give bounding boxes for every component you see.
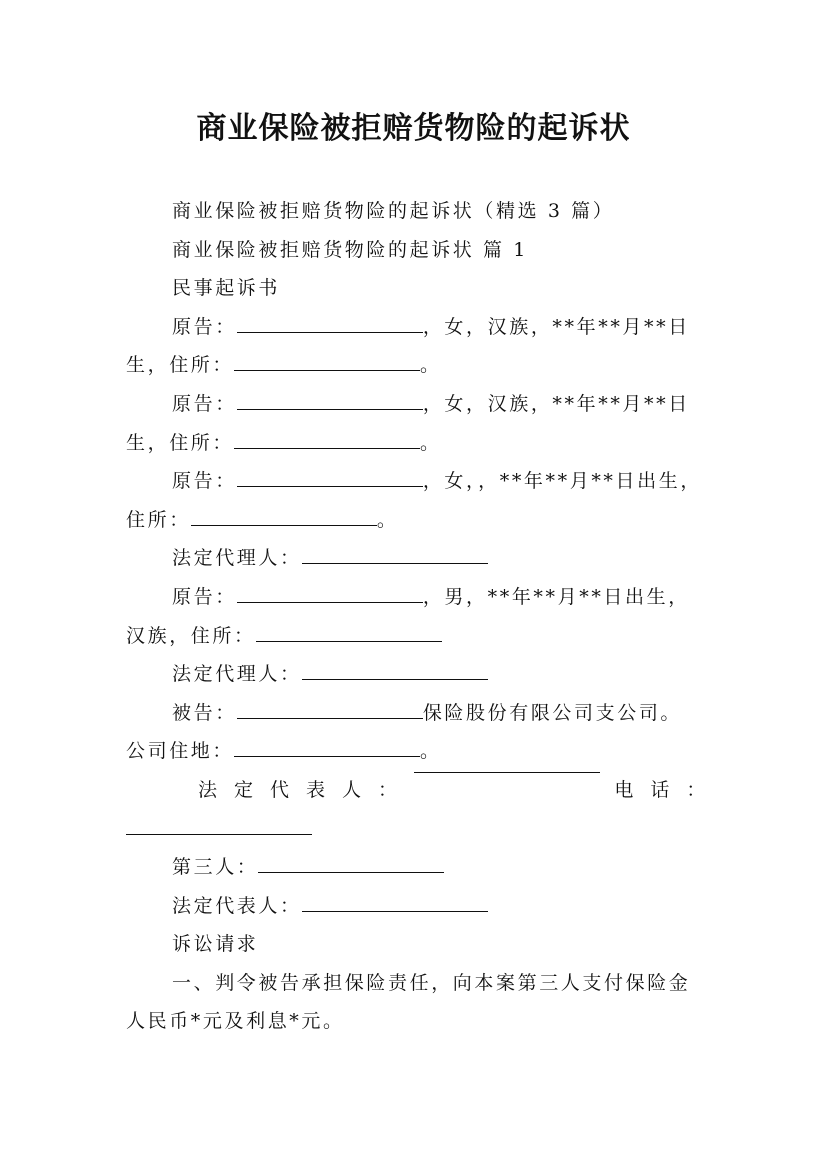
paragraph-legal-rep-phone: [126, 771, 708, 848]
plaintiff-1-details: ，女，汉族，**年**月**日: [422, 315, 690, 338]
plaintiff-2-label: 原告：: [172, 392, 237, 415]
claim-1-line1: 一、判令被告承担保险责任，向本案第三人支付保险金: [172, 971, 691, 994]
plaintiff-2-address-label: 生，住所：: [126, 431, 235, 454]
claim-1-line2: 人民币*元及利息*元。: [126, 1010, 345, 1033]
paragraph-plaintiff-2: [126, 385, 708, 462]
plaintiff-4-address-label: 汉族，住所：: [126, 624, 256, 647]
paragraph-claims-heading: 诉讼请求: [172, 933, 259, 956]
blank-line: [126, 833, 312, 835]
period: 。: [420, 431, 442, 454]
plaintiff-4-details: ，男，**年**月**日出生，: [422, 585, 690, 608]
blank-line: [237, 485, 423, 487]
legal-rep-char: ：: [378, 778, 400, 801]
blank-line: [302, 562, 488, 564]
company-address-label: 公司住地：: [126, 740, 235, 763]
defendant-label: 被告：: [172, 701, 237, 724]
phone-char: 电: [614, 778, 636, 801]
legal-agent-1-label: 法定代理人：: [172, 547, 302, 570]
plaintiff-2-line2: [126, 424, 708, 463]
period: 。: [420, 740, 442, 763]
blank-line: [302, 678, 488, 680]
legal-rep-char: 人: [342, 778, 364, 801]
period: 。: [376, 508, 399, 531]
blank-line: [234, 755, 420, 757]
phone-char: ：: [686, 778, 708, 801]
period: 。: [420, 354, 442, 377]
paragraph-legal-rep: [126, 887, 708, 926]
paragraph-intro: 商业保险被拒赔货物险的起诉状（精选 3 篇）: [172, 200, 615, 222]
defendant-line2: [126, 732, 708, 771]
plaintiff-3-details: ，女，，**年**月**日出生，: [422, 470, 702, 493]
blank-line: [191, 524, 377, 526]
blank-line: [234, 447, 420, 449]
legal-rep-char: 定: [234, 778, 256, 801]
legal-rep-label: 法定代表人：: [172, 894, 302, 917]
plaintiff-2-details: ，女，汉族，**年**月**日: [422, 392, 690, 415]
plaintiff-4-label: 原告：: [172, 585, 237, 608]
paragraph-defendant: [126, 694, 708, 771]
plaintiff-3-line2: [126, 501, 708, 540]
blank-line: [258, 871, 444, 873]
paragraph-plaintiff-1: [126, 308, 708, 385]
blank-line: [237, 717, 423, 719]
paragraph-plaintiff-3: [126, 462, 708, 539]
paragraph-section-title: 商业保险被拒赔货物险的起诉状 篇 1: [172, 238, 528, 261]
paragraph-legal-agent-2: [126, 655, 708, 694]
paragraph-doc-type: 民事起诉书: [172, 277, 281, 300]
legal-rep-char: 法: [198, 778, 220, 801]
paragraph-plaintiff-4: [126, 578, 708, 655]
blank-line: [414, 771, 600, 773]
legal-agent-2-label: 法定代理人：: [172, 663, 302, 686]
blank-line: [256, 640, 442, 642]
blank-line: [234, 369, 420, 371]
legal-rep-char: 代: [270, 778, 292, 801]
paragraph-legal-agent-1: [126, 539, 708, 578]
legal-rep-char: 表: [306, 778, 328, 801]
plaintiff-1-label: 原告：: [172, 315, 237, 338]
document-title: 商业保险被拒赔货物险的起诉状: [196, 111, 631, 146]
legal-rep-phone-line: [126, 771, 708, 810]
blank-line: [237, 408, 423, 410]
paragraph-third-party: [126, 848, 708, 887]
defendant-company: 保险股份有限公司支公司。: [422, 701, 683, 724]
blank-line: [302, 910, 488, 912]
plaintiff-3-address-label: 住所：: [126, 508, 191, 531]
phone-char: 话: [650, 778, 672, 801]
document-body: [126, 192, 708, 1041]
phone-line2: [126, 810, 708, 849]
paragraph-claim-1: [126, 964, 708, 1041]
plaintiff-3-label: 原告：: [172, 470, 237, 493]
plaintiff-4-line2: [126, 617, 708, 656]
plaintiff-1-address-label: 生，住所：: [126, 354, 235, 377]
plaintiff-1-line2: [126, 346, 708, 385]
blank-line: [237, 331, 423, 333]
third-party-label: 第三人：: [172, 856, 259, 879]
blank-line: [237, 601, 423, 603]
